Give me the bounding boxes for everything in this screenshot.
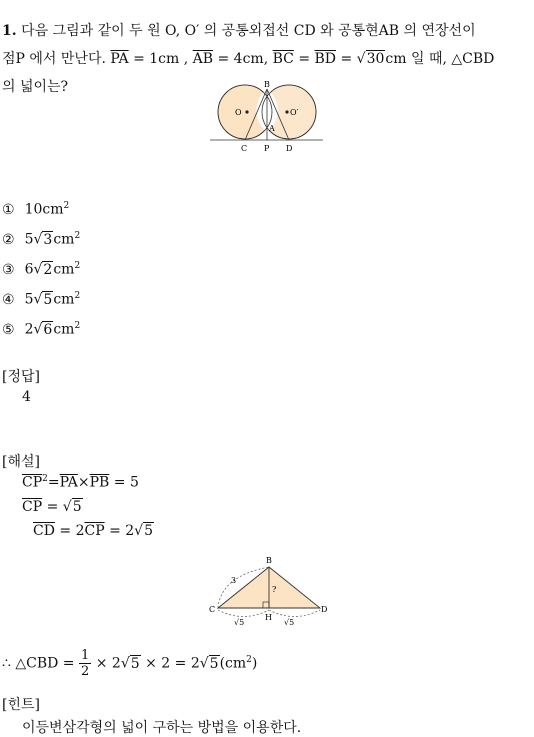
sqrt-icon: √ xyxy=(33,321,43,338)
segment-ab: $\overline{AB}$ xyxy=(192,51,214,67)
choice-root: 6 xyxy=(43,321,53,338)
tail: = 2 xyxy=(109,523,135,539)
label-d: D xyxy=(286,144,293,153)
sqrt-icon: √ xyxy=(199,655,209,672)
choice-exp: 2 xyxy=(74,261,81,271)
explanation-line-1 xyxy=(22,474,139,491)
sqrt-icon: √ xyxy=(33,261,43,278)
choice-unit: cm xyxy=(53,321,75,338)
arc-base-left xyxy=(218,610,269,617)
label-c: C xyxy=(241,144,248,153)
mid: × 2 xyxy=(95,655,121,672)
label-side-3: 3 xyxy=(231,576,237,585)
explanation-line-2 xyxy=(22,499,83,515)
sqrt-icon: √ xyxy=(120,655,130,672)
answer-value: 4 xyxy=(22,389,31,405)
choice-unit: cm xyxy=(53,261,75,278)
choice-5[interactable] xyxy=(2,321,80,338)
label-h: H xyxy=(265,613,272,622)
choice-coef: 2 xyxy=(24,321,34,338)
seg-pa: $\overline{PA}$ xyxy=(59,474,78,491)
choice-3[interactable] xyxy=(2,261,80,278)
seg-pb: $\overline{PB}$ xyxy=(89,474,110,491)
denominator: 2 xyxy=(80,664,90,679)
problem-line-3: 의 넓이는? xyxy=(2,79,69,95)
problem-text-1: 다음 그림과 같이 두 원 O, O′ 의 공통외접선 CD 와 공통현AB 의 연장선이 xyxy=(21,23,476,39)
circles-figure xyxy=(205,80,330,156)
label-b: B xyxy=(266,556,272,565)
root: 5 xyxy=(72,499,82,515)
sqrt-icon: √ xyxy=(62,499,72,515)
tail: = 5 xyxy=(113,474,139,491)
choice-1[interactable] xyxy=(2,201,69,218)
problem-line-2: 점P 에서 만난다. $\overline{PA} = 1cm$ , $\overline{AB} = 4cm$, $\overline{BC} = \overline{BD} = √30cm$ 일 때, △CBD xyxy=(2,51,495,67)
choice-unit: cm xyxy=(42,201,64,218)
choice-mark: ① xyxy=(2,201,15,218)
pa-value: = 1cm , xyxy=(133,51,189,67)
label-p: P xyxy=(264,144,270,153)
hint-text: 이등변삼각형의 넓이 구하는 방법을 이용한다. xyxy=(22,720,302,736)
arc-base-right xyxy=(269,610,320,617)
conclusion-line xyxy=(2,648,257,679)
choice-mark: ④ xyxy=(2,291,15,308)
label-b: B xyxy=(264,80,270,89)
segment-pa: $\overline{PA}$ xyxy=(110,51,129,67)
center-o-prime-dot xyxy=(285,110,288,113)
choice-root: 3 xyxy=(43,231,53,248)
label-right-base: √5 xyxy=(284,618,295,627)
choice-mark: ③ xyxy=(2,261,15,278)
segment-bd: $\overline{BD}$ xyxy=(314,51,337,67)
label-o: O xyxy=(235,108,242,117)
choice-exp: 2 xyxy=(74,231,81,241)
problem-number: 1. xyxy=(2,23,17,39)
explanation-line-3 xyxy=(33,523,154,539)
eq: = xyxy=(47,474,60,491)
segment-bc: $\overline{BC}$ xyxy=(272,51,294,67)
root-30: 30 xyxy=(366,51,385,67)
label-left-base: √5 xyxy=(234,618,245,627)
choice-exp: 2 xyxy=(74,321,81,331)
label-a: A xyxy=(269,124,275,133)
seg-cp: $\overline{CP}$ xyxy=(22,499,43,515)
choice-coef: 5 xyxy=(24,291,34,308)
root: 5 xyxy=(130,655,140,672)
hint-heading: [힌트] xyxy=(2,697,40,713)
choice-exp: 2 xyxy=(63,201,70,211)
eq: = xyxy=(46,499,59,515)
choice-mark: ② xyxy=(2,231,15,248)
numerator: 1 xyxy=(80,648,90,663)
unit-close: ) xyxy=(251,655,258,672)
sqrt-icon: √ xyxy=(33,231,43,248)
root: 5 xyxy=(144,523,154,539)
answer-heading: [정답] xyxy=(2,369,40,385)
choice-coef: 10 xyxy=(24,201,43,218)
problem-text-2: 점P 에서 만난다. xyxy=(2,51,106,67)
choice-coef: 5 xyxy=(24,231,34,248)
choice-exp: 2 xyxy=(74,291,81,301)
label-c: C xyxy=(209,605,216,614)
bd-tail: cm 일 때, △CBD xyxy=(385,51,495,67)
triangle-figure xyxy=(206,551,330,627)
choice-4[interactable] xyxy=(2,291,80,308)
exp: 2 xyxy=(42,474,48,484)
sqrt-icon: √ xyxy=(33,291,43,308)
explanation-heading: [해설] xyxy=(2,454,40,470)
label-d: D xyxy=(321,605,328,614)
center-o-dot xyxy=(245,110,248,113)
seg-cp: $\overline{CP}$ xyxy=(84,523,105,539)
label-height: ? xyxy=(272,585,277,594)
sqrt-icon: √ xyxy=(356,51,366,67)
sqrt-icon: √ xyxy=(134,523,144,539)
therefore-text: ∴ △CBD = xyxy=(2,655,75,672)
choice-unit: cm xyxy=(53,291,75,308)
root: 5 xyxy=(209,655,219,672)
choice-root: 2 xyxy=(43,261,53,278)
unit: (cm xyxy=(219,655,247,672)
choice-mark: ⑤ xyxy=(2,321,15,338)
exp: 2 xyxy=(246,654,252,665)
choice-root: 5 xyxy=(43,291,53,308)
equals-sign: = xyxy=(298,51,311,67)
choice-2[interactable] xyxy=(2,231,80,248)
ab-value: = 4cm, xyxy=(217,51,269,67)
label-o-prime: O′ xyxy=(290,108,299,117)
fraction-half xyxy=(79,648,91,679)
seg-cd: $\overline{CD}$ xyxy=(33,523,55,539)
choice-unit: cm xyxy=(53,231,75,248)
seg-cp: $\overline{CP}$ xyxy=(22,474,43,491)
eq: = 2 xyxy=(59,523,85,539)
choice-coef: 6 xyxy=(24,261,34,278)
problem-line-1 xyxy=(2,20,476,40)
mid2: × 2 = 2 xyxy=(145,655,200,672)
times: × xyxy=(77,474,90,491)
